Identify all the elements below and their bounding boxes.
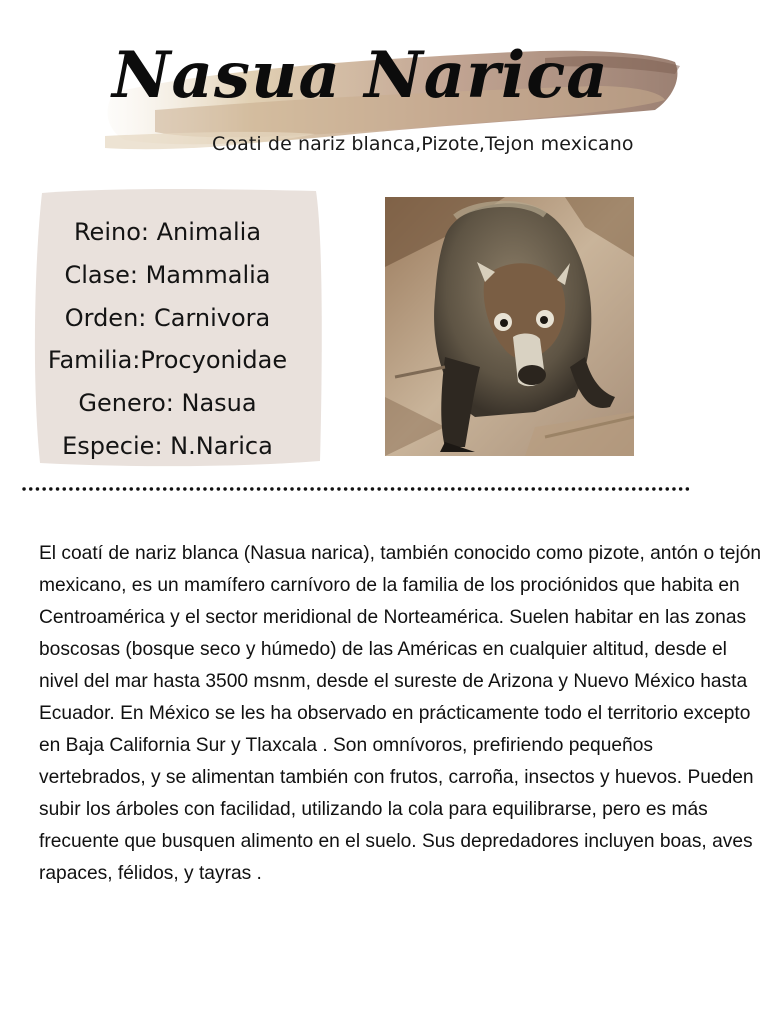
description-paragraph: El coatí de nariz blanca (Nasua narica), también conocido como pizote, antón o tejón mexicano, es un mamífero carnívoro de la familia de los prociónidos que habita en Centroamérica y el sector meridional de Norteamérica. Suelen habitar en las zonas boscosas (bosque seco y húmedo) de las Américas en cualquier altitud, desde el nivel del mar hasta 3500 msnm, desde el sureste de Arizona y Nuevo México hasta Ecuador. En México se les ha observado en prácticamente todo el territorio excepto en Baja California Sur y Tlaxcala . Son omnívoros, prefiriendo pequeños vertebrados, y se alimentan también con frutos, carroña, insectos y huevos. Pueden subir los árboles con facilidad, utilizando la cola para equilibrarse, pero es más frecuente que busquen alimento en el suelo. Sus depredadores incluyen boas, aves rapaces, félidos, y tayras . bbox=[39, 543, 762, 884]
dotted-divider bbox=[22, 484, 690, 494]
page-title: Nasua Narica bbox=[112, 38, 609, 113]
taxonomy-especie: Especie: N.Narica bbox=[62, 431, 273, 460]
coati-photo bbox=[385, 197, 634, 456]
taxonomy-reino: Reino: Animalia bbox=[73, 218, 262, 246]
taxonomy-genero: Genero: Nasua bbox=[78, 389, 257, 418]
page-subtitle: Coati de nariz blanca,Pizote,Tejon mexicano bbox=[212, 133, 634, 155]
taxonomy-clase: Clase: Mammalia bbox=[64, 260, 271, 289]
taxonomy-orden: Orden: Carnivora bbox=[64, 303, 271, 332]
taxonomy-familia: Familia:Procyonidae bbox=[47, 346, 288, 375]
taxonomy-list bbox=[30, 211, 305, 468]
